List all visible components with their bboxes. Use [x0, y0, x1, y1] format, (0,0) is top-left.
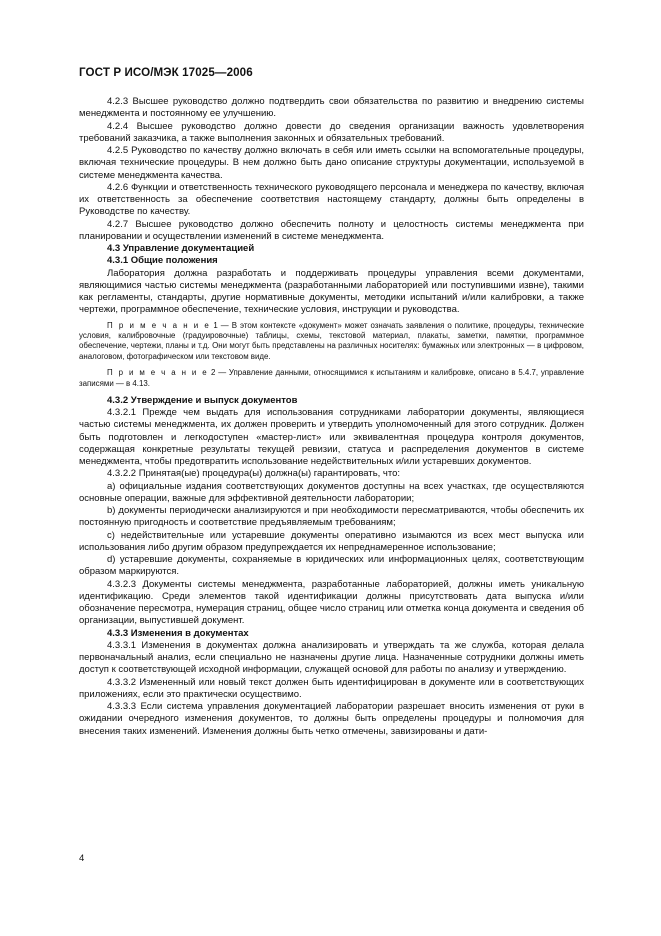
body-paragraph: 4.3.2.2 Принятая(ые) процедура(ы) должна(ы) гарантировать, что:	[107, 468, 401, 480]
section-heading: 4.3.3 Изменения в документах	[107, 627, 249, 639]
body-paragraph: 4.3.3.3 Если система управления документацией лаборатории разрешает вносить изменения от руки в ожидании очередного изменения документов, то должны быть определены процедуры и полномочия для внесения таких изменений. Изменения должны быть четко отмечены, завизированы и дати-	[79, 701, 584, 737]
note-paragraph	[79, 368, 584, 389]
note-text: 1 — В этом контексте «документ» может означать заявления о политике, процедуры, технические условия, калибровочные (градуировочные) таблицы, схемы, текстовой материал, плакаты, заметки, памятки, программное обеспечение, чертежи, планы и т.д. Они могут быть представлены на различных носителях: бумажных или электронных — в цифровом, аналоговом, фотографическом или текстовом виде.	[79, 320, 584, 361]
page-number: 4	[79, 853, 85, 864]
section-heading: 4.3.2 Утверждение и выпуск документов	[107, 394, 298, 406]
note-text: 2 — Управление данными, относящимися к испытаниям и калибровке, описано в 5.4.7, управление записями — в 4.13.	[79, 368, 584, 388]
body-paragraph: b) документы периодически анализируются и при необходимости пересматриваются, чтобы обеспечить их постоянную пригодность и соответствие предъявляемым требованиям;	[79, 505, 584, 529]
body-paragraph: 4.2.6 Функции и ответственность технического руководящего персонала и менеджера по качеству, включая их ответственность за обеспечение соответствия настоящему стандарту, должны быть определены в Руководстве по качеству.	[79, 181, 584, 218]
body-paragraph: Лаборатория должна разработать и поддерживать процедуры управления всеми документами, являющимися частью системы менеджмента (разработанными лабораторией или поступившими извне), такими как регламенты, стандарты, другие нормативные документы, методики испытаний и/или калибровки, а также чертежи, программное обеспечение, технические условия, инструкции и руководства.	[79, 267, 584, 316]
section-heading: 4.3.1 Общие положения	[107, 255, 218, 267]
body-paragraph: 4.3.2.3 Документы системы менеджмента, разработанные лабораторией, должны иметь уникальную идентификацию. Среди элементов такой идентификации должны присутствовать дата выпуска и/или обозначение пересмотра, нумерация страниц, общее число страниц или отметка конца документа и сведения об организации, выпустившей документ.	[79, 578, 584, 627]
note-paragraph	[79, 321, 584, 363]
body-paragraph: a) официальные издания соответствующих документов доступны на всех участках, где осуществляются основные операции, важные для эффективной деятельности лаборатории;	[79, 480, 584, 504]
body-paragraph: 4.2.7 Высшее руководство должно обеспечить полноту и целостность системы менеджмента при планировании и осуществлении изменений в системе менеджмента.	[79, 218, 584, 242]
body-paragraph: 4.3.2.1 Прежде чем выдать для использования сотрудниками лаборатории документы, являющиеся частью системы менеджмента, их должен проверить и утвердить уполномоченный для этого сотрудник. Должен быть подготовлен и легкодоступен «мастер-лист» или эквивалентная процедура контроля документов, содержащая конкретные результаты текущей ревизии, статуса и распределения документов в системе менеджмента, чтобы предотвратить использование недействительных и/или устаревших документов.	[79, 407, 584, 468]
note-label: П р и м е ч а н и е	[107, 320, 211, 330]
body-paragraph: d) устаревшие документы, сохраняемые в юридических или информационных целях, соответствующим образом маркируются.	[79, 554, 584, 578]
body-paragraph: 4.3.3.2 Измененный или новый текст должен быть идентифицирован в документе или в соответствующих приложениях, если это практически осуществимо.	[79, 676, 584, 700]
body-paragraph: 4.3.3.1 Изменения в документах должна анализировать и утверждать та же служба, которая делала первоначальный анализ, если специально не назначены другие лица. Назначенные сотрудники должны иметь доступ к соответствующей исходной информации, служащей основой для работы по анализу и утверждению.	[79, 639, 584, 676]
standard-code-header: ГОСТ Р ИСО/МЭК 17025—2006	[79, 66, 253, 79]
note-label: П р и м е ч а н и е	[107, 368, 209, 378]
section-heading: 4.3 Управление документацией	[107, 243, 255, 254]
body-paragraph: 4.2.4 Высшее руководство должно довести до сведения организации важность удовлетворения требований заказчика, а также выполнения законных и обязательных требований.	[79, 120, 584, 144]
body-paragraph: 4.2.3 Высшее руководство должно подтвердить свои обязательства по развитию и внедрению системы менеджмента и постоянному ее улучшению.	[79, 96, 584, 120]
document-body	[79, 96, 584, 738]
body-paragraph: 4.2.5 Руководство по качеству должно включать в себя или иметь ссылки на вспомогательные процедуры, включая технические процедуры. В нем должно быть дано описание структуры документации, используемой в системе менеджмента качества.	[79, 145, 584, 181]
body-paragraph: c) недействительные или устаревшие документы оперативно изымаются из всех мест выпуска или использования либо другим образом предупреждается их непреднамеренное использование;	[79, 529, 584, 553]
